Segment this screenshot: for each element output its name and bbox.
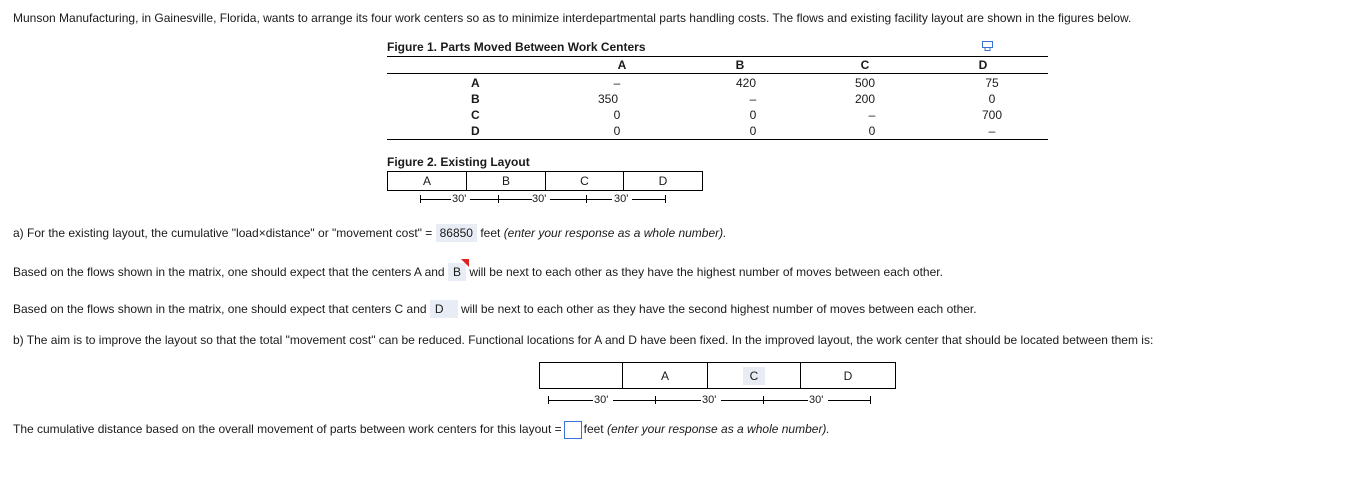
col-head-a: A: [617, 58, 627, 72]
dim-line: [721, 400, 808, 401]
layout-center: A: [388, 172, 467, 190]
table-cell: 350: [597, 92, 619, 106]
movement-cost-answer[interactable]: 86850: [436, 224, 477, 242]
times-symbol: ×: [258, 226, 266, 240]
col-head-c: C: [860, 58, 870, 72]
layout-center: D: [658, 174, 668, 188]
final-prefix: The cumulative distance based on the overall movement of parts between work centers for this layout =: [13, 422, 562, 437]
dim-line: [420, 199, 451, 200]
table-bottom-rule: [387, 139, 1048, 140]
improved-center-answer: C: [743, 367, 766, 385]
dim-label: 30': [702, 394, 717, 406]
dim-tick: [586, 195, 587, 203]
qa-unit: feet: [480, 226, 501, 240]
error-flag-icon: [461, 259, 469, 267]
expect1-answer[interactable]: [448, 263, 466, 281]
intro-text: Munson Manufacturing, in Gainesville, Florida, wants to arrange its four work centers so as to minimize interdepartmental parts handling costs. The flows and existing facility layout are shown in the figures below.: [13, 11, 1132, 25]
dim-line: [828, 400, 870, 401]
dim-label: 30': [532, 193, 547, 205]
expect1-suffix: will be next to each other as they have the highest number of moves between each other.: [469, 265, 943, 279]
qa-middle: distance" or "movement cost" =: [265, 226, 433, 240]
qa-hint: (enter your response as a whole number).: [503, 226, 727, 240]
expand-icon[interactable]: [982, 40, 993, 50]
dim-label: 30': [809, 394, 824, 406]
table-cell: 0: [988, 92, 996, 106]
dim-label: 30': [594, 394, 609, 406]
figure1-title: Figure 1. Parts Moved Between Work Centers: [387, 40, 646, 54]
dim-tick: [870, 396, 871, 404]
dim-line: [613, 400, 701, 401]
dim-tick: [763, 396, 764, 404]
dim-label: 30': [614, 193, 629, 205]
table-cell: 420: [735, 76, 757, 90]
improved-layout: [539, 362, 896, 389]
dim-tick: [498, 195, 499, 203]
expect1-prefix: Based on the flows shown in the matrix, one should expect that the centers A and: [13, 265, 445, 279]
dim-tick: [665, 195, 666, 203]
existing-layout: [387, 171, 703, 191]
row-label: D: [471, 124, 480, 138]
dim-label: 30': [452, 193, 467, 205]
table-cell: –: [868, 108, 876, 122]
table-cell: 0: [868, 124, 876, 138]
expect2-answer[interactable]: [430, 300, 458, 318]
table-header-rule: [387, 73, 1048, 74]
table-cell: 700: [981, 108, 1003, 122]
improved-center: D: [843, 368, 853, 383]
qa-prefix: a) For the existing layout, the cumulative "load: [13, 226, 259, 240]
dim-line: [550, 199, 612, 200]
col-head-b: B: [735, 58, 745, 72]
dim-line: [548, 400, 593, 401]
expect2-suffix: will be next to each other as they have the second highest number of moves between each other.: [460, 302, 977, 316]
row-label: A: [471, 76, 480, 90]
expectation-1: [13, 263, 943, 281]
final-question: [13, 421, 830, 439]
cumulative-distance-input[interactable]: [564, 421, 582, 439]
layout-center: B: [467, 172, 546, 190]
table-cell: 200: [854, 92, 876, 106]
table-cell: –: [749, 92, 757, 106]
table-cell: 0: [749, 124, 757, 138]
row-label: B: [471, 92, 480, 106]
table-cell: 500: [854, 76, 876, 90]
layout-center: C: [546, 172, 624, 190]
table-cell: 0: [613, 108, 621, 122]
col-head-d: D: [978, 58, 988, 72]
dim-line: [632, 199, 665, 200]
table-top-rule: [387, 56, 1048, 57]
improved-center: [540, 363, 623, 388]
table-cell: –: [988, 124, 996, 138]
improved-center-select[interactable]: [708, 363, 801, 388]
expectation-2: [13, 300, 977, 318]
table-cell: 0: [613, 124, 621, 138]
figure2-title: Figure 2. Existing Layout: [387, 155, 530, 169]
row-label: C: [471, 108, 480, 122]
question-b: b) The aim is to improve the layout so that the total "movement cost" can be reduced. Functional locations for A and D have been fixed. In the improved layout, the work center that should be located between them is:: [13, 333, 1154, 347]
table-cell: 0: [749, 108, 757, 122]
expect1-answer-text: B: [452, 265, 461, 279]
dim-line: [470, 199, 532, 200]
dim-tick: [655, 396, 656, 404]
table-cell: 75: [985, 76, 999, 90]
improved-center: A: [623, 363, 708, 388]
expect2-answer-text: D: [434, 302, 444, 316]
final-hint: (enter your response as a whole number).: [606, 422, 830, 437]
table-cell: –: [613, 76, 621, 90]
question-a: [13, 226, 726, 240]
expect2-prefix: Based on the flows shown in the matrix, one should expect that centers C and: [13, 302, 427, 316]
final-unit: feet: [583, 422, 604, 437]
